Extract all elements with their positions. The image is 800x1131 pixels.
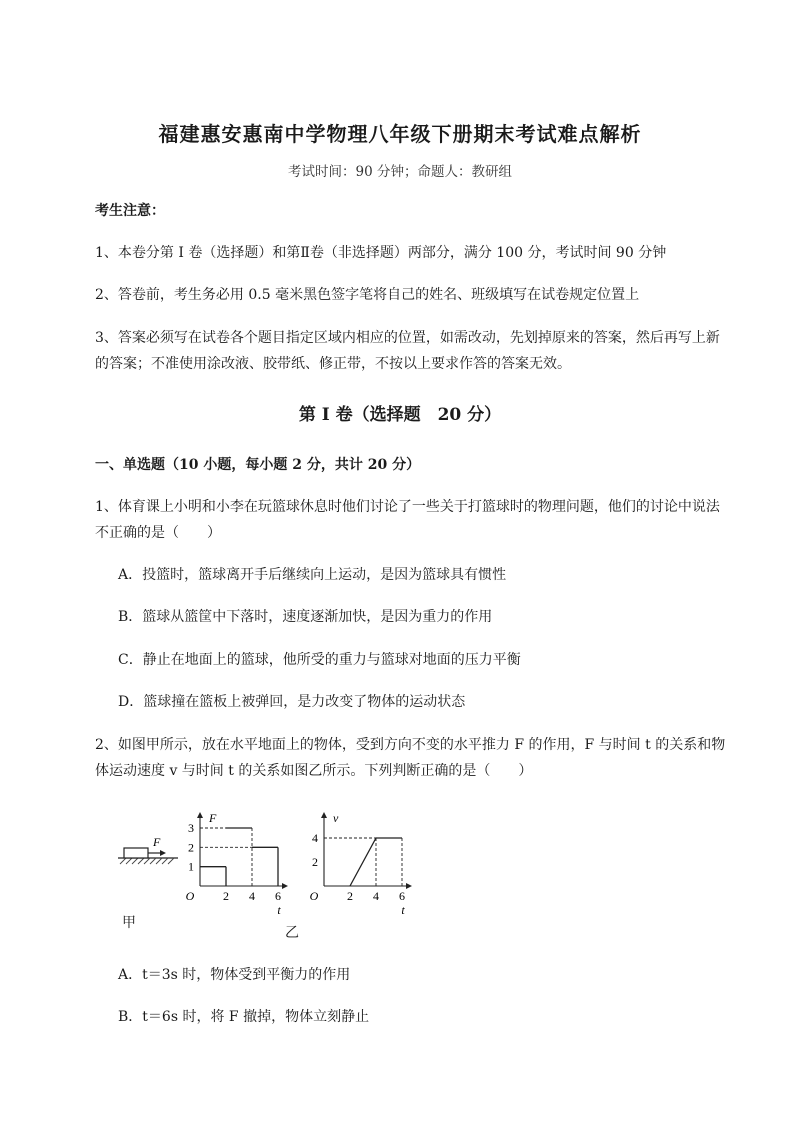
q2-figure [112,808,422,940]
origin-label: O [185,889,195,903]
q2-stem-line2: 体运动速度 v 与时间 t 的关系如图乙所示。下列判断正确的是（ ） [95,763,533,779]
jia-diagram [118,835,178,864]
label-yi: 乙 [285,925,299,941]
force-label: F [153,835,161,849]
q1-option-d[interactable]: D．篮球撞在篮板上被弹回，是力改变了物体的运动状态 [118,694,466,710]
q1-stem-line1: 1、体育课上小明和小李在玩篮球休息时他们讨论了一些关于打篮球时的物理问题，他们的讨论中说法 [95,499,720,515]
x-tick-label: 4 [249,889,255,903]
x-tick-label: 6 [275,889,281,903]
y-tick-label: 1 [188,859,194,874]
y-tick-label: 3 [188,821,194,835]
notice-item-3: 3、答案必须写在试卷各个题目指定区域内相应的位置，如需改动，先划掉原来的答案，然后再写上新 [95,330,720,346]
q2-figure-svg [112,808,422,940]
x-axis-label: t [401,903,405,917]
section-title: 第 I 卷（选择题 20 分） [298,405,502,425]
q1-option-a[interactable]: A．投篮时，篮球离开手后继续向上运动，是因为篮球具有惯性 [118,567,507,583]
y-axis-arrow [197,812,203,818]
notice-item-3-cont: 的答案；不准使用涂改液、胶带纸、修正带，不按以上要求作答的答案无效。 [95,356,571,372]
q2-option-a[interactable]: A．t＝3s 时，物体受到平衡力的作用 [118,967,351,983]
notice-item-2: 2、答卷前，考生务必用 0.5 毫米黑色签字笔将自己的姓名、班级填写在试卷规定位置上 [95,287,640,303]
x-tick-label: 4 [373,889,379,903]
f-t-graph [186,811,288,917]
q1-option-b[interactable]: B．篮球从篮筐中下落时，速度逐渐加快，是因为重力的作用 [118,609,493,625]
y-axis-label: F [209,811,217,825]
y-tick-label: 2 [312,855,318,869]
y-tick-label: 4 [312,831,318,845]
x-tick-label: 6 [399,889,405,903]
v-t-graph [310,811,412,917]
q1-option-c[interactable]: C．静止在地面上的篮球，他所受的重力与篮球对地面的压力平衡 [118,652,521,668]
y-tick-label: 2 [188,840,194,855]
q2-stem-line1: 2、如图甲所示，放在水平地面上的物体，受到方向不变的水平推力 F 的作用，F 与时间 t 的关系和物 [95,737,726,753]
notice-item-1: 1、本卷分第 I 卷（选择题）和第Ⅱ卷（非选择题）两部分，满分 100 分，考试时间 90 分钟 [95,245,667,261]
y-axis-label: v [333,811,339,825]
x-axis-arrow [406,883,412,889]
notice-heading: 考生注意： [95,203,165,219]
q1-stem-line2: 不正确的是（ ） [95,525,221,541]
q2-option-b[interactable]: B．t＝6s 时，将 F 撤掉，物体立刻静止 [118,1009,370,1025]
ground-hatching [120,858,174,864]
x-tick-label: 2 [347,889,353,903]
force-arrow-head [160,850,166,856]
origin-label: O [309,889,319,903]
y-axis-arrow [321,812,327,818]
x-tick-label: 2 [223,889,229,903]
page-title: 福建惠安惠南中学物理八年级下册期末考试难点解析 [158,122,642,146]
x-axis-label: t [277,903,281,917]
block [124,848,148,858]
label-jia: 甲 [122,915,136,931]
page-subtitle: 考试时间：90 分钟；命题人：教研组 [288,164,512,180]
x-axis-arrow [282,883,288,889]
part-heading: 一、单选题（10 小题，每小题 2 分，共计 20 分） [95,457,421,473]
